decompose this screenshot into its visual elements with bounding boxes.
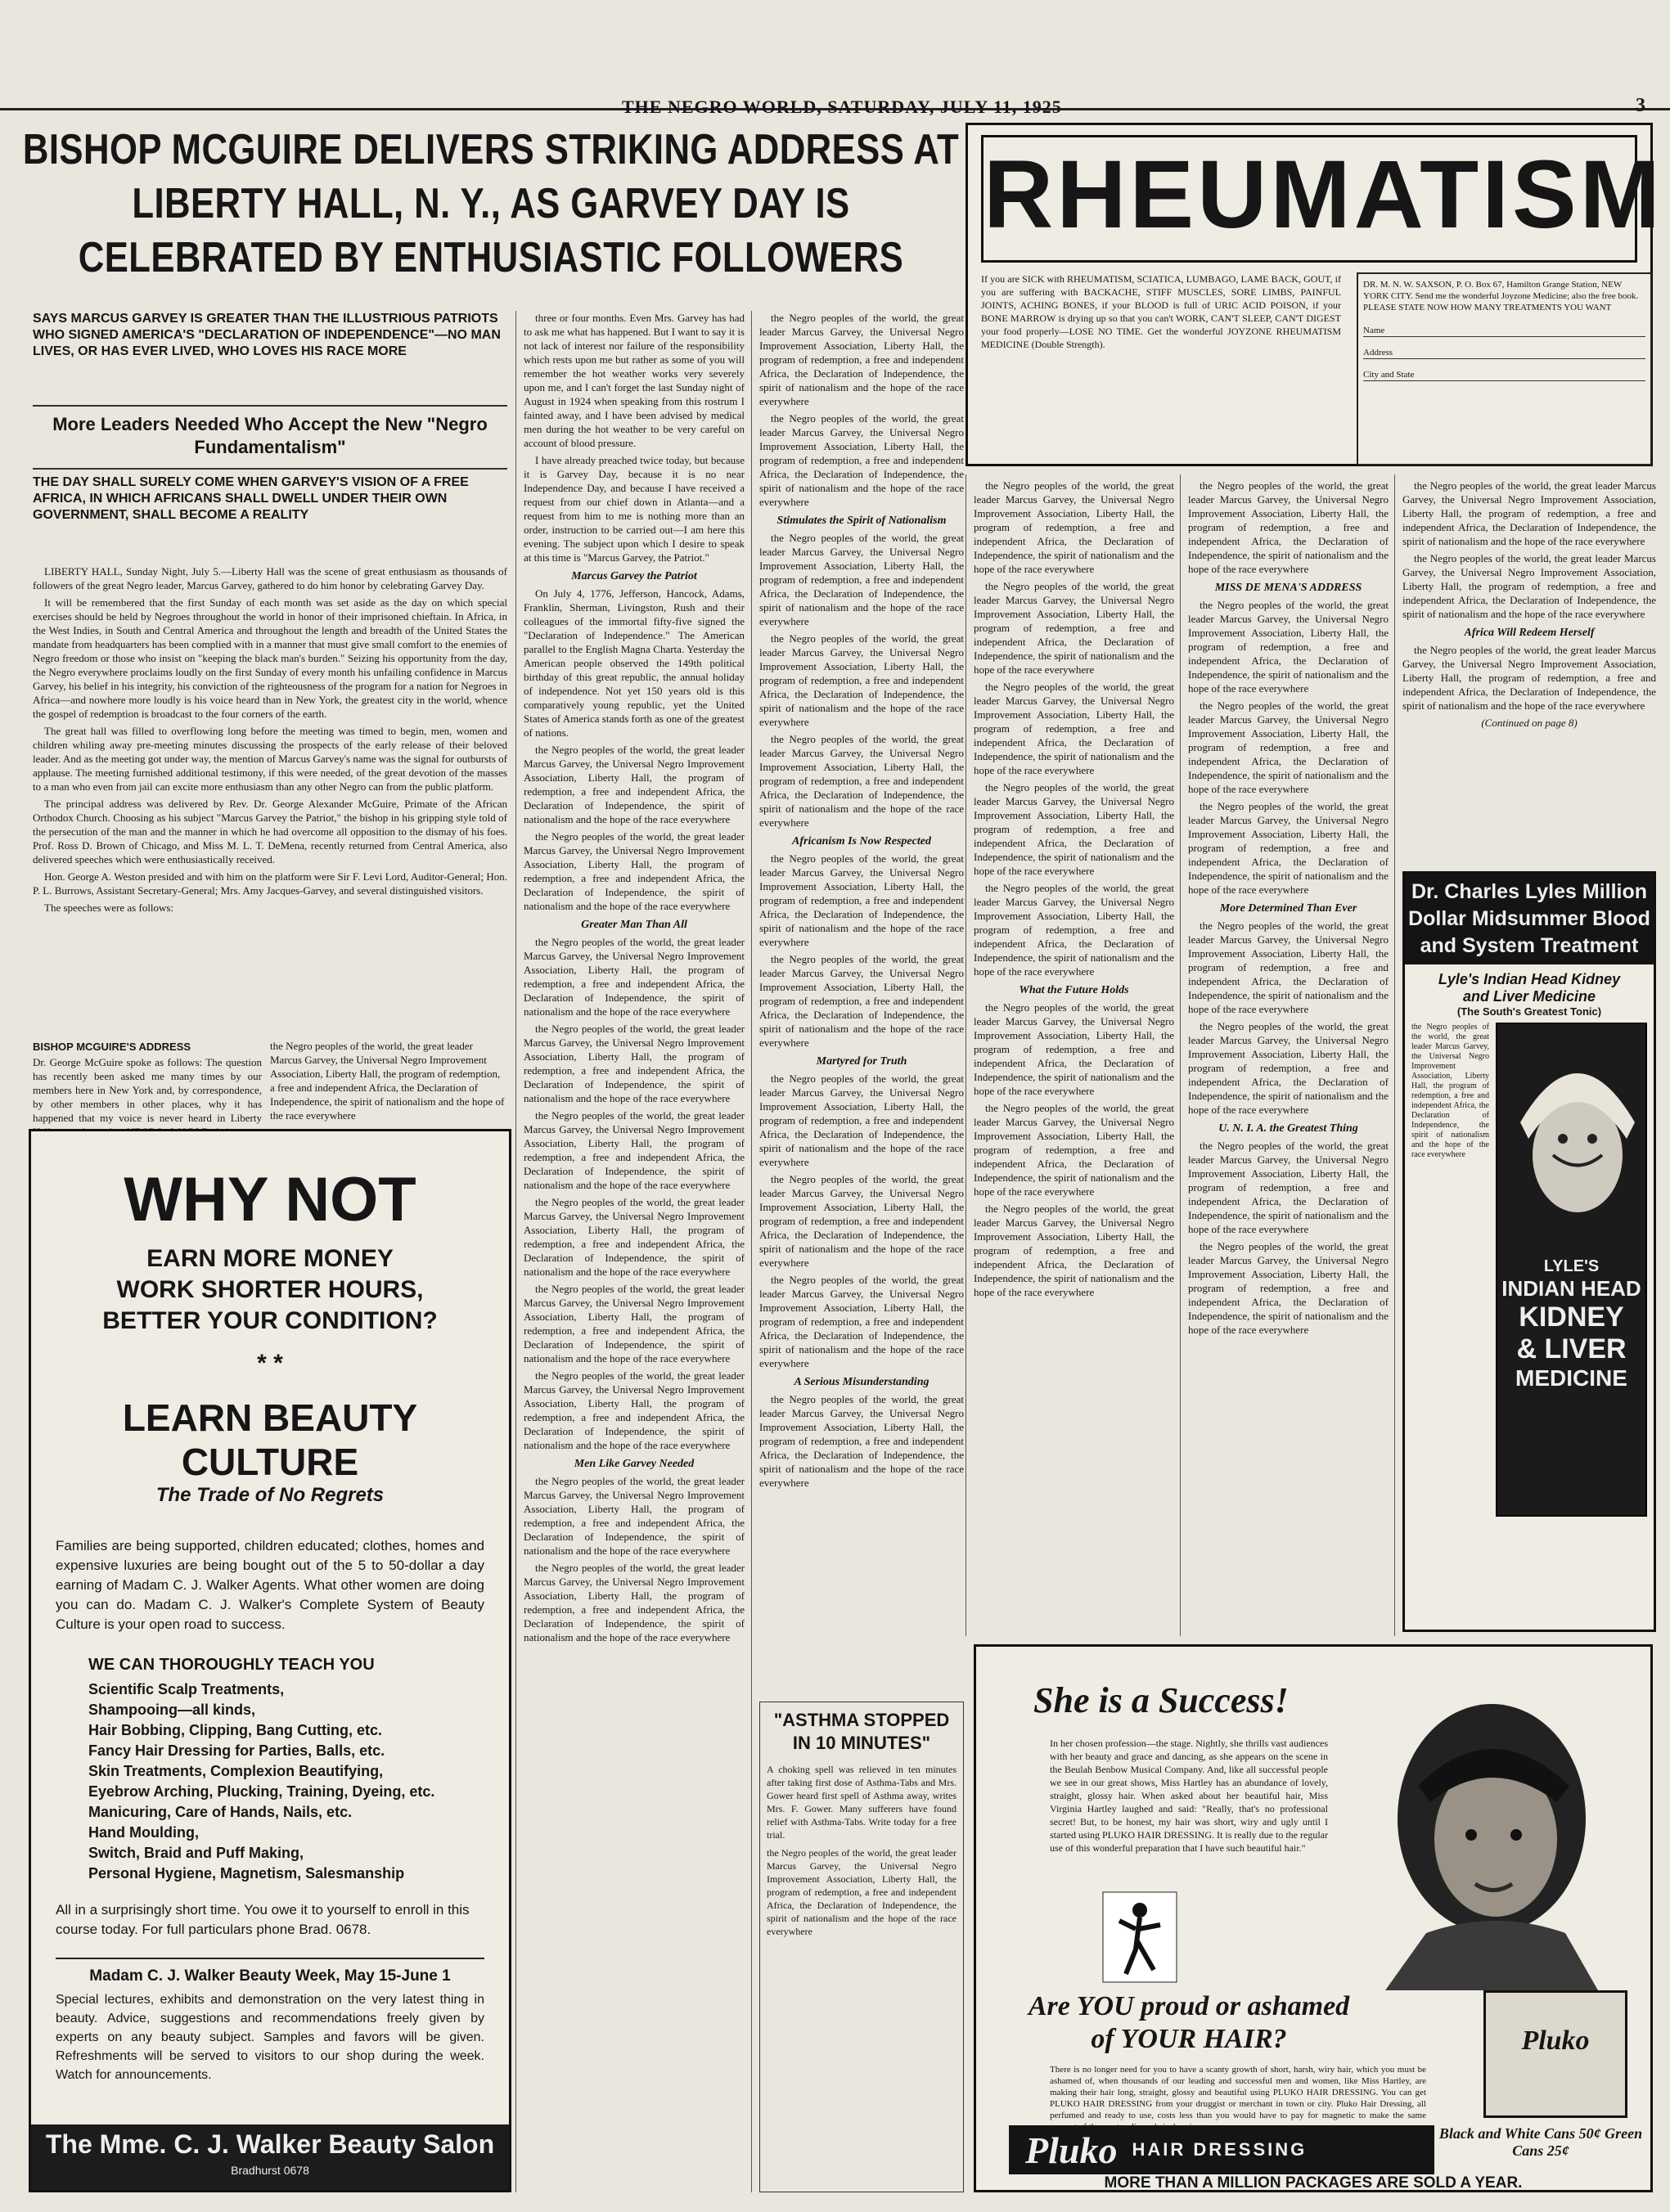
paragraph: the Negro peoples of the world, the great leader Marcus Garvey, the Universal Negro Improvement Association, Liberty Hall, the program of redemption, a free and independent Africa, the Declaration of Independence, the spirit of nationalism and the hope of the race everywhere — [524, 936, 745, 1018]
paragraph: Hon. George A. Weston presided and with him on the platform were Sir F. Levi Lord, Auditor-General; Hon. P. L. Burrows, Assistant Secretary-General; Mrs. Amy Jacques-Garvey, and several distinguished visitors. — [33, 870, 507, 897]
rheumatism-body: If you are SICK with RHEUMATISM, SCIATICA, LUMBAGO, LAME BACK, GOUT, if you are suffering with BACKACHE, STIFF MUSCLES, SORE LIMBS, PAINFUL JOINTS, ACHING BONES, if your BLOOD is full of URIC ACID POISON, if your BONE MARROW is drying up so that you can't WORK, CAN'T SLEEP, CAN'T DIGEST your food properly—LOSE NO TIME. Get the wonderful JOYZONE RHEUMATISM MEDICINE (Double Strength). — [981, 273, 1341, 350]
section-head: A Serious Misunderstanding — [794, 1376, 930, 1388]
paragraph: the Negro peoples of the world, the great leader Marcus Garvey, the Universal Negro Improvement Association, Liberty Hall, the program of redemption, a free and independent Africa, the Declaration of Independence, the spirit of nationalism and the hope of the race everywhere — [974, 681, 1174, 776]
paragraph: three or four months. Even Mrs. Garvey has had to ask me what has happened. But I want to say it is not lack of interest nor failure of the responsibility which rests upon me but rather as some of you will remember the hot weather works very severely upon me, and I can't forget the last Sunday night of August in 1924 when speaking from this rostrum I fainted away, and I have been advised by medical men during the hot weather to be very careful on account of blood pressure. — [524, 312, 745, 449]
pluko-pitch: There is no longer need for you to have a scanty growth of short, harsh, wiry hair, which you must be ashamed of, when thousands of our leading and successful men and women, like Miss Hartley, are making their hair long, straight, glossy and beautiful using PLUKO HAIR DRESSING. You can get PLUKO HAIR DRESSING from your druggist or merchant in town or city. Pluko Hair Dressing, all perfumed and ready to use, costs less than you would have to pay for magnetic to make the same — [1050, 2065, 1426, 2120]
ad-title: WHY NOT — [124, 1165, 416, 1234]
address-field[interactable]: Address — [1363, 347, 1645, 359]
paragraph: On July 4, 1776, Jefferson, Hancock, Adams, Franklin, Sherman, Livingston, Rush and their colleagues of the immortal fifty-five signed the "Declaration of Independence." The American parallel to the English Magna Charta. Yesterday the American people observed the 149th political birthday of this great republic, the annual holiday of independence. Not yet 150 years old is this comparatively young republic, yet the United States of America stands forth as one of the greatest of nations. — [524, 587, 745, 739]
paragraph: the Negro peoples of the world, the great leader Marcus Garvey, the Universal Negro Improvement Association, Liberty Hall, the program of redemption, a free and independent Africa, the Declaration of Independence, the spirit of nationalism and the hope of the race everywhere — [1188, 800, 1389, 896]
rheumatism-banner — [981, 135, 1663, 263]
rheumatism-coupon — [1357, 272, 1652, 465]
paragraph: the Negro peoples of the world, the great leader Marcus Garvey, the Universal Negro Improvement Association, Liberty Hall, the program of redemption, a free and independent Africa, the Declaration of Independence, the spirit of nationalism and the hope of the race everywhere — [1188, 479, 1389, 575]
deck-one — [33, 311, 507, 401]
paragraph: the Negro peoples of the world, the great leader Marcus Garvey, the Universal Negro Improvement Association, Liberty Hall, the program of redemption, a free and independent Africa, the Declaration of Independence, the spirit of nationalism and the hope of the race everywhere — [759, 1274, 964, 1369]
paragraph: the Negro peoples of the world, the great leader Marcus Garvey, the Universal Negro Improvement Association, Liberty Hall, the program of redemption, a free and independent Africa, the Declaration of Independence, the spirit of nationalism and the hope of the race everywhere — [1188, 1240, 1389, 1336]
dateline: THE NEGRO WORLD, SATURDAY, JULY 11, 1925 — [622, 97, 1062, 117]
article-paragraphs-col2 — [524, 311, 745, 564]
section-head: U. N. I. A. the Greatest Thing — [1218, 1122, 1358, 1135]
article-body-col4 — [974, 479, 1174, 1632]
bishop-address-text: Dr. George McGuire spoke as follows: The question has recently been asked me many times by our members here in New York and, by correspondence, by other members in other places, why it has happened that my voice is never heard in Liberty — [33, 1056, 262, 1124]
indian-head-icon — [1504, 1032, 1651, 1245]
paragraph: the Negro peoples of the world, the great leader Marcus Garvey, the Universal Negro Improvement Association, Liberty Hall, the program of redemption, a free and independent Africa, the Declaration of Independence, the spirit of nationalism and the hope of the race everywhere — [524, 1283, 745, 1365]
paragraph: LIBERTY HALL, Sunday Night, July 5.—Liberty Hall was the scene of great enthusiasm as thousands of followers of the great Negro leader, Marcus Garvey, gathered to do him honor by celebrating Garvey Day. — [33, 565, 507, 591]
beauty-culture-ad — [29, 1129, 511, 2192]
paragraph: the Negro peoples of the world, the great leader Marcus Garvey, the Universal Negro Improvement Association, Liberty Hall, the program of redemption, a free and independent Africa, the Declaration of Independence, the spirit of nationalism and the hope of the race everywhere — [974, 1203, 1174, 1298]
paragraph: the Negro peoples of the world, the great leader Marcus Garvey, the Universal Negro Improvement Association, Liberty Hall, the program of redemption, a free and independent Africa, the Declaration of Independence, the spirit of nationalism and the hope of the race everywhere — [524, 744, 745, 825]
asthma-ad-body: A choking spell was relieved in ten minutes after taking first dose of Asthma-Tabs and Mrs. Gower heard first spell of Asthma away, writes Mrs. F. Gower. Many sufferers have found relief with Asthma-Tabs. Write today for a free trial. — [767, 1764, 957, 1841]
paragraph: the Negro peoples of the world, the great leader Marcus Garvey, the Universal Negro Improvement Association, Liberty Hall, the program of redemption, a free and independent Africa, the Declaration of Independence, the spirit of nationalism and the hope of the race everywhere — [1188, 1020, 1389, 1116]
page-title: BISHOP MCGUIRE DELIVERS STRIKING ADDRESS AT LIBERTY HALL, N. Y., AS GARVEY DAY IS CELEBRATED BY ENTHUSIASTIC FOLLOWERS — [22, 126, 960, 281]
deck-three — [33, 474, 507, 556]
section-head: Marcus Garvey the Patriot — [571, 570, 697, 582]
lyles-title-line: Dr. Charles Lyles Million — [1411, 880, 1648, 903]
course-item: Hand Moulding, — [88, 1824, 199, 1841]
section-head: Stimulates the Spirit of Nationalism — [776, 515, 947, 527]
course-item: Hair Bobbing, Clipping, Bang Cutting, etc. — [88, 1722, 382, 1738]
paragraph: the Negro peoples of the world, the great leader Marcus Garvey, the Universal Negro Improvement Association, Liberty Hall, the program of redemption, a free and independent Africa, the Declaration of Independence, the spirit of nationalism and the hope of the race everywhere — [759, 1072, 964, 1168]
pluko-brand-sub: HAIR DRESSING — [1132, 2139, 1308, 2160]
paragraph: the Negro peoples of the world, the great leader Marcus Garvey, the Universal Negro Improvement Association, Liberty Hall, the program of redemption, a free and independent Africa, the Declaration of Independence, the spirit of nationalism and the hope of the race everywhere — [759, 733, 964, 829]
coupon-text: DR. M. N. W. SAXSON, P. O. Box 67, Hamilton Grange Station, NEW YORK CITY. Send me the wonderful Joyzone Medicine; also the free book. PLEASE STATE NOW HOW MANY TREATMENTS YOU WANT — [1363, 280, 1639, 312]
bishop-address-col-a — [33, 1039, 262, 1124]
ad-closing: All in a surprisingly short time. You owe it to yourself to enroll in this course today. For full particulars phone Brad. 0678. — [56, 1902, 470, 1937]
salon-footer — [31, 2124, 509, 2190]
section-head: Martyred for Truth — [816, 1055, 907, 1068]
label-line: INDIAN HEAD — [1501, 1276, 1641, 1301]
name-field[interactable]: Name — [1363, 325, 1645, 337]
continued-note: (Continued on page 8) — [1481, 717, 1578, 729]
pluko-question: Are YOU proud or ashamed of YOUR HAIR? — [1028, 1991, 1350, 2054]
dancer-silhouette-icon — [1103, 1892, 1177, 1982]
deck-three-text: THE DAY SHALL SURELY COME WHEN GARVEY'S VISION OF A FREE AFRICA, IN WHICH AFRICANS SHALL DWELL UNDER THEIR OWN GOVERNMENT, SHALL BECOME A REALITY — [33, 475, 469, 522]
course-item: Scientific Scalp Treatments, — [88, 1681, 285, 1697]
paragraph: the Negro peoples of the world, the great leader Marcus Garvey, the Universal Negro Improvement Association, Liberty Hall, the program of redemption, a free and independent Africa, the Declaration of Independence, the spirit of nationalism and the hope of the race everywhere — [974, 882, 1174, 978]
lyles-copy: the Negro peoples of the world, the great leader Marcus Garvey, the Universal Negro Improvement Association, Liberty Hall, the program of redemption, a free and independent Africa, the Declaration of Independence, the spirit of nationalism and the hope of the race everywhere — [1411, 1023, 1489, 1159]
pluko-brand-bar — [1009, 2125, 1434, 2174]
pluko-story: In her chosen profession—the stage. Nightly, she thrills vast audiences with her beauty and grace and dancing, as she appears on the scene in the Beulah Benbow Musical Company. And, like all successful people we see in our great shows, Miss Hartley has an abundance of lovely, straight, glossy hair. When asked about her beautiful hair, Miss Virginia Hartley laughed and said: "Really, that's no professional secret! But, to be honest, my hair was short, wiry and ugly until I started using PLUKO HAIR DRESSING. It is really due to the regular use of this wonderful preparation that I have such beautiful hair." — [1050, 1738, 1328, 1854]
divider — [33, 468, 507, 470]
divider — [33, 405, 507, 407]
paragraph: the Negro peoples of the world, the great leader Marcus Garvey, the Universal Negro Improvement Association, Liberty Hall, the program of redemption, a free and independent Africa, the Declaration of Independence, the spirit of nationalism and the hope of the race everywhere — [524, 1196, 745, 1278]
paragraph: the Negro peoples of the world, the great leader Marcus Garvey, the Universal Negro Improvement Association, Liberty Hall, the program of redemption, a free and independent Africa, the Declaration of Independence, the spirit of nationalism and the hope of the race everywhere — [1402, 552, 1656, 620]
masthead — [0, 0, 1670, 117]
paragraph: the Negro peoples of the world, the great leader Marcus Garvey, the Universal Negro Improvement Association, Liberty Hall, the program of redemption, a free and independent Africa, the Declaration of Independence, the spirit of nationalism and the hope of the race everywhere — [759, 412, 964, 508]
salon-name: The Mme. C. J. Walker Beauty Salon — [45, 2129, 495, 2159]
paragraph: the Negro peoples of the world, the great leader Marcus Garvey, the Universal Negro Improvement Association, Liberty Hall, the program of redemption, a free and independent Africa, the Declaration of Independence, the spirit of nationalism and the hope of the race everywhere — [524, 1109, 745, 1191]
column-rule — [515, 311, 516, 2192]
section-head: Men Like Garvey Needed — [574, 1458, 695, 1470]
lyles-medicine-ad — [1402, 871, 1656, 1632]
paragraph: the Negro peoples of the world, the great leader Marcus Garvey, the Universal Negro Improvement Association, Liberty Hall, the program of redemption, a free and independent Africa, the Declaration of Independence, the spirit of nationalism and the hope of the race everywhere — [524, 1369, 745, 1451]
article-body-col6 — [1402, 479, 1656, 855]
section-head: MISS DE MENA'S ADDRESS — [1214, 582, 1362, 594]
paragraph: the Negro peoples of the world, the great leader Marcus Garvey, the Universal Negro Improvement Association, Liberty Hall, the program of redemption, a free and independent Africa, the Declaration of Independence, the spirit of nationalism and the hope of the race everywhere — [524, 1562, 745, 1643]
section-head: Africanism Is Now Respected — [792, 835, 931, 847]
paragraph: the Negro peoples of the world, the great leader Marcus Garvey, the Universal Negro Improvement Association, Liberty Hall, the program of redemption, a free and independent Africa, the Declaration of Independence, the spirit of nationalism and the hope of the race everywhere — [759, 1393, 964, 1489]
paragraph: the Negro peoples of the world, the great leader Marcus Garvey, the Universal Negro Improvement Association, Liberty Hall, the program of redemption, a free and independent Africa, the Declaration of Independence, the spirit of nationalism and the hope of the race everywhere — [1402, 644, 1656, 712]
paragraph: The great hall was filled to overflowing long before the meeting was timed to begin, men, women and children whiling away pre-meeting minutes discussing the prospects of the early release of their beloved leader. And as the meeting got under way, the mention of Marcus Garvey's name was the signal for outbursts of applause. The meeting furnished additional testimony, if this were needed, of the great devotion of the masses to a man who even from jail can excite more enthusiasm than any other Negro can from the public platform. — [33, 725, 507, 793]
city-field[interactable]: City and State — [1363, 369, 1645, 381]
paragraph: the Negro peoples of the world, the great leader Marcus Garvey, the Universal Negro Improvement Association, Liberty Hall, the program of redemption, a free and independent Africa, the Declaration of Independence, the spirit of nationalism and the hope of the race everywhere — [1188, 919, 1389, 1015]
column-rule — [1394, 474, 1395, 1636]
lyles-title-line: and System Treatment — [1420, 934, 1639, 957]
course-item: Personal Hygiene, Magnetism, Salesmanship — [88, 1865, 405, 1882]
ad-line: WORK SHORTER HOURS, — [116, 1276, 424, 1303]
deck-one-text: SAYS MARCUS GARVEY IS GREATER THAN THE ILLUSTRIOUS PATRIOTS WHO SIGNED AMERICA'S "DECLARATION OF INDEPENDENCE"—NO MAN LIVES, OR HAS EVER LIVED, WHO LOVES HIS RACE MORE — [33, 312, 501, 358]
paragraph: the Negro peoples of the world, the great leader Marcus Garvey, the Universal Negro Improvement Association, Liberty Hall, the program of redemption, a free and independent Africa, the Declaration of Independence, the spirit of nationalism and the hope of the race everywhere — [1188, 699, 1389, 795]
asthma-ad-title: "ASTHMA STOPPED IN 10 MINUTES" — [773, 1710, 950, 1753]
pluko-hair-ad — [974, 1644, 1653, 2192]
lyles-subtitle: and Liver Medicine — [1462, 988, 1596, 1005]
paragraph: the Negro peoples of the world, the great leader Marcus Garvey, the Universal Negro Improvement Association, Liberty Hall, the program of redemption, a free and independent Africa, the Declaration of Independence, the spirit of nationalism and the hope of the race everywhere — [759, 532, 964, 627]
course-item: Switch, Braid and Puff Making, — [88, 1845, 304, 1861]
paragraph: the Negro peoples of the world, the great leader Marcus Garvey, the Universal Negro Improvement Association, Liberty Hall, the program of redemption, a free and independent Africa, the Declaration of Independence, the spirit of nationalism and the hope of the race everywhere — [974, 1001, 1174, 1097]
course-item: Eyebrow Arching, Plucking, Training, Dyeing, etc. — [88, 1783, 435, 1800]
page-number: 3 — [1636, 95, 1645, 116]
pluko-tin-image — [1483, 1990, 1627, 2118]
label-line: & LIVER — [1516, 1333, 1627, 1365]
ad-line: BETTER YOUR CONDITION? — [102, 1307, 438, 1334]
ad-line: EARN MORE MONEY — [146, 1245, 394, 1272]
article-paragraphs — [33, 564, 507, 915]
deck-two-text: More Leaders Needed Who Accept the New "Negro Fundamentalism" — [52, 414, 488, 457]
beauty-week-text: Special lectures, exhibits and demonstration on the very latest thing in beauty. Advice, suggestions and recommendations freely given by experts on any beauty subject. Samples and favors will be given. Refreshments will be served to visitors to our shop during the week. Watch for announcements. — [56, 1993, 484, 2082]
paragraph: the Negro peoples of the world, the great leader Marcus Garvey, the Universal Negro Improvement Association, Liberty Hall, the program of redemption, a free and independent Africa, the Declaration of Independence, the spirit of nationalism and the hope of the race everywhere — [759, 953, 964, 1049]
course-item: Skin Treatments, Complexion Beautifying, — [88, 1763, 384, 1779]
ad-stars: * * — [257, 1350, 283, 1377]
beauty-week-title: Madam C. J. Walker Beauty Week, May 15-June 1 — [89, 1967, 451, 1985]
pluko-bottom-line: MORE THAN A MILLION PACKAGES ARE SOLD A YEAR. — [1104, 2174, 1523, 2192]
paragraph: the Negro peoples of the world, the great leader Marcus Garvey, the Universal Negro Improvement Association, Liberty Hall, the program of redemption, a free and independent Africa, the Declaration of Independence, the spirit of nationalism and the hope of the race everywhere — [759, 1173, 964, 1269]
ad-tagline: The Trade of No Regrets — [155, 1484, 385, 1506]
paragraph: the Negro peoples of the world, the great leader Marcus Garvey, the Universal Negro Improvement Association, Liberty Hall, the program of redemption, a free and independent Africa, the Declaration of Independence, the spirit of nationalism and the hope of the race everywhere — [974, 479, 1174, 575]
paragraph: It will be remembered that the first Sunday of each month was set aside as the day on which special exercises should be held by Negroes throughout the world in honor of their imprisoned chieftain. In Africa, in the West Indies, in South and Central America and throughout the length and breadth of the United States the mandate from headquarters has been complied with in a manner that must give small comfort to the enemies of Negro freedom or those who insist on "keeping the black man's burden." Seizing his opportunity from the day, the Negro everywhere proclaims loudly on the first Sunday of every month his unfailing confidence in Marcus Garvey, his belief in his integrity, his conviction of the righteousness of the program for a nation for Negroes in Africa—and nowhere more loudly is his voice heard than in New York, the greatest city in the world, whence the gospel of redemption is broadcast to the four corners of the earth. — [33, 596, 507, 720]
pluko-brand: Pluko — [1025, 2129, 1118, 2171]
rheumatism-ad — [966, 123, 1663, 466]
lyles-title-block — [1405, 874, 1654, 964]
bishop-address-continued: the Negro peoples of the world, the great leader Marcus Garvey, the Universal Negro Improvement Association, Liberty Hall, the program of redemption, a free and independent Africa, the Declaration of Independence, the spirit of nationalism and the hope of the race everywhere — [270, 1040, 505, 1122]
paragraph: the Negro peoples of the world, the great leader Marcus Garvey, the Universal Negro Improvement Association, Liberty Hall, the program of redemption, a free and independent Africa, the Declaration of Independence, the spirit of nationalism and the hope of the race everywhere — [974, 781, 1174, 877]
column-rule — [751, 311, 752, 2192]
paragraph: the Negro peoples of the world, the great leader Marcus Garvey, the Universal Negro Improvement Association, Liberty Hall, the program of redemption, a free and independent Africa, the Declaration of Independence, the spirit of nationalism and the hope of the race everywhere — [1188, 599, 1389, 695]
paragraph: the Negro peoples of the world, the great leader Marcus Garvey, the Universal Negro Improvement Association, Liberty Hall, the program of redemption, a free and independent Africa, the Declaration of Independence, the spirit of nationalism and the hope of the race everywhere — [974, 580, 1174, 676]
pluko-price: Black and White Cans 50¢ Green Cans 25¢ — [1438, 2125, 1643, 2159]
paragraph: the Negro peoples of the world, the great leader Marcus Garvey, the Universal Negro Improvement Association, Liberty Hall, the program of redemption, a free and independent Africa, the Declaration of Independence, the spirit of nationalism and the hope of the race everywhere — [1402, 479, 1656, 547]
article-body-col1 — [33, 564, 507, 1035]
asthma-ad — [759, 1702, 964, 2192]
course-item: Manicuring, Care of Hands, Nails, etc. — [88, 1804, 353, 1820]
label-line: KIDNEY — [1519, 1302, 1624, 1333]
section-head: What the Future Holds — [1019, 984, 1129, 996]
paragraph: the Negro peoples of the world, the great leader Marcus Garvey, the Universal Negro Improvement Association, Liberty Hall, the program of redemption, a free and independent Africa, the Declaration of Independence, the spirit of nationalism and the hope of the race everywhere — [759, 632, 964, 728]
section-head: Africa Will Redeem Herself — [1464, 627, 1595, 639]
ad-heading: LEARN BEAUTY CULTURE — [122, 1396, 418, 1483]
pluko-headline: She is a Success! — [1033, 1680, 1289, 1720]
deck-two — [33, 413, 507, 462]
bishop-address-col-b — [270, 1039, 507, 1122]
woman-portrait-icon — [1353, 1663, 1631, 1990]
salon-phone: Bradhurst 0678 — [231, 2164, 309, 2177]
ad-intro: Families are being supported, children educated; clothes, homes and expensive luxuries are being bought out of the 5 to 50-dollar a day earning of Madam C. J. Walker Agents. What other women are doing you can do. Madam C. J. Walker's Complete System of Beauty Culture is your open road to success. — [56, 1538, 484, 1632]
article-body-col5 — [1188, 479, 1389, 1632]
label-line: LYLE'S — [1543, 1257, 1600, 1275]
paragraph: the Negro peoples of the world, the great leader Marcus Garvey, the Universal Negro Improvement Association, Liberty Hall, the program of redemption, a free and independent Africa, the Declaration of Independence, the spirit of nationalism and the hope of the race everywhere — [524, 830, 745, 912]
section-head: Greater Man Than All — [581, 919, 687, 931]
bishop-address-head: BISHOP MCGUIRE'S ADDRESS — [33, 1041, 191, 1053]
medicine-box-image — [1496, 1023, 1647, 1517]
paragraph: the Negro peoples of the world, the great leader Marcus Garvey, the Universal Negro Improvement Association, Liberty Hall, the program of redemption, a free and independent Africa, the Declaration of Independence, the spirit of nationalism and the hope of the race everywhere — [524, 1023, 745, 1104]
course-list — [88, 1679, 509, 1884]
article-body-col2 — [524, 311, 745, 2192]
paragraph: I have already preached twice today, but because it is Garvey Day, because it is no near Independence Day, and because I have received a request from our chief down in Atlanta—and a request from him to me is nothing more than an order, instruction to be carried out—I am here this evening. The subject upon which I desire to speak at this time is "Marcus Garvey, the Patriot." — [524, 454, 745, 564]
lyles-subtitle: Lyle's Indian Head Kidney — [1438, 971, 1621, 987]
article-body-col3 — [759, 311, 964, 1693]
rheumatism-title: RHEUMATISM — [984, 141, 1663, 249]
course-item: Shampooing—all kinds, — [88, 1702, 256, 1718]
paragraph: the Negro peoples of the world, the great leader Marcus Garvey, the Universal Negro Improvement Association, Liberty Hall, the program of redemption, a free and independent Africa, the Declaration of Independence, the spirit of nationalism and the hope of the race everywhere — [524, 1475, 745, 1557]
asthma-ad-more: the Negro peoples of the world, the great leader Marcus Garvey, the Universal Negro Improvement Association, Liberty Hall, the program of redemption, a free and independent Africa, the Declaration of Independence, the spirit of nationalism and the hope of the race everywhere — [767, 1847, 957, 1937]
label-line: MEDICINE — [1515, 1365, 1627, 1391]
tin-label: Pluko — [1521, 2025, 1590, 2056]
paragraph: the Negro peoples of the world, the great leader Marcus Garvey, the Universal Negro Improvement Association, Liberty Hall, the program of redemption, a free and independent Africa, the Declaration of Independence, the spirit of nationalism and the hope of the race everywhere — [759, 852, 964, 948]
paragraph: the Negro peoples of the world, the great leader Marcus Garvey, the Universal Negro Improvement Association, Liberty Hall, the program of redemption, a free and independent Africa, the Declaration of Independence, the spirit of nationalism and the hope of the race everywhere — [1188, 1140, 1389, 1235]
ad-teach: WE CAN THOROUGHLY TEACH YOU — [88, 1656, 375, 1674]
medicine-label — [1497, 1257, 1645, 1391]
lyles-title-line: Dollar Midsummer Blood — [1408, 907, 1650, 930]
section-head: More Determined Than Ever — [1219, 902, 1357, 915]
column-rule — [1180, 474, 1181, 1636]
paragraph: the Negro peoples of the world, the great leader Marcus Garvey, the Universal Negro Improvement Association, Liberty Hall, the program of redemption, a free and independent Africa, the Declaration of Independence, the spirit of nationalism and the hope of the race everywhere — [759, 312, 964, 407]
paragraph: The principal address was delivered by Rev. Dr. George Alexander McGuire, Primate of the African Orthodox Church. Choosing as his subject "Marcus Garvey the Patriot," the bishop in his gripping style told of the persecution of the man and the manner in which he had overcome all opposition to the dismay of his foes. Prof. Ross D. Brown of Chicago, and Miss M. L. T. DeMena, recently returned from Central America, also delivered speeches which were enthusiastically received. — [33, 798, 507, 865]
paragraph: the Negro peoples of the world, the great leader Marcus Garvey, the Universal Negro Improvement Association, Liberty Hall, the program of redemption, a free and independent Africa, the Declaration of Independence, the spirit of nationalism and the hope of the race everywhere — [974, 1102, 1174, 1198]
course-item: Fancy Hair Dressing for Parties, Balls, etc. — [88, 1742, 385, 1759]
paragraph: The speeches were as follows: — [44, 901, 174, 914]
lyles-tagline: (The South's Greatest Tonic) — [1456, 1005, 1602, 1018]
